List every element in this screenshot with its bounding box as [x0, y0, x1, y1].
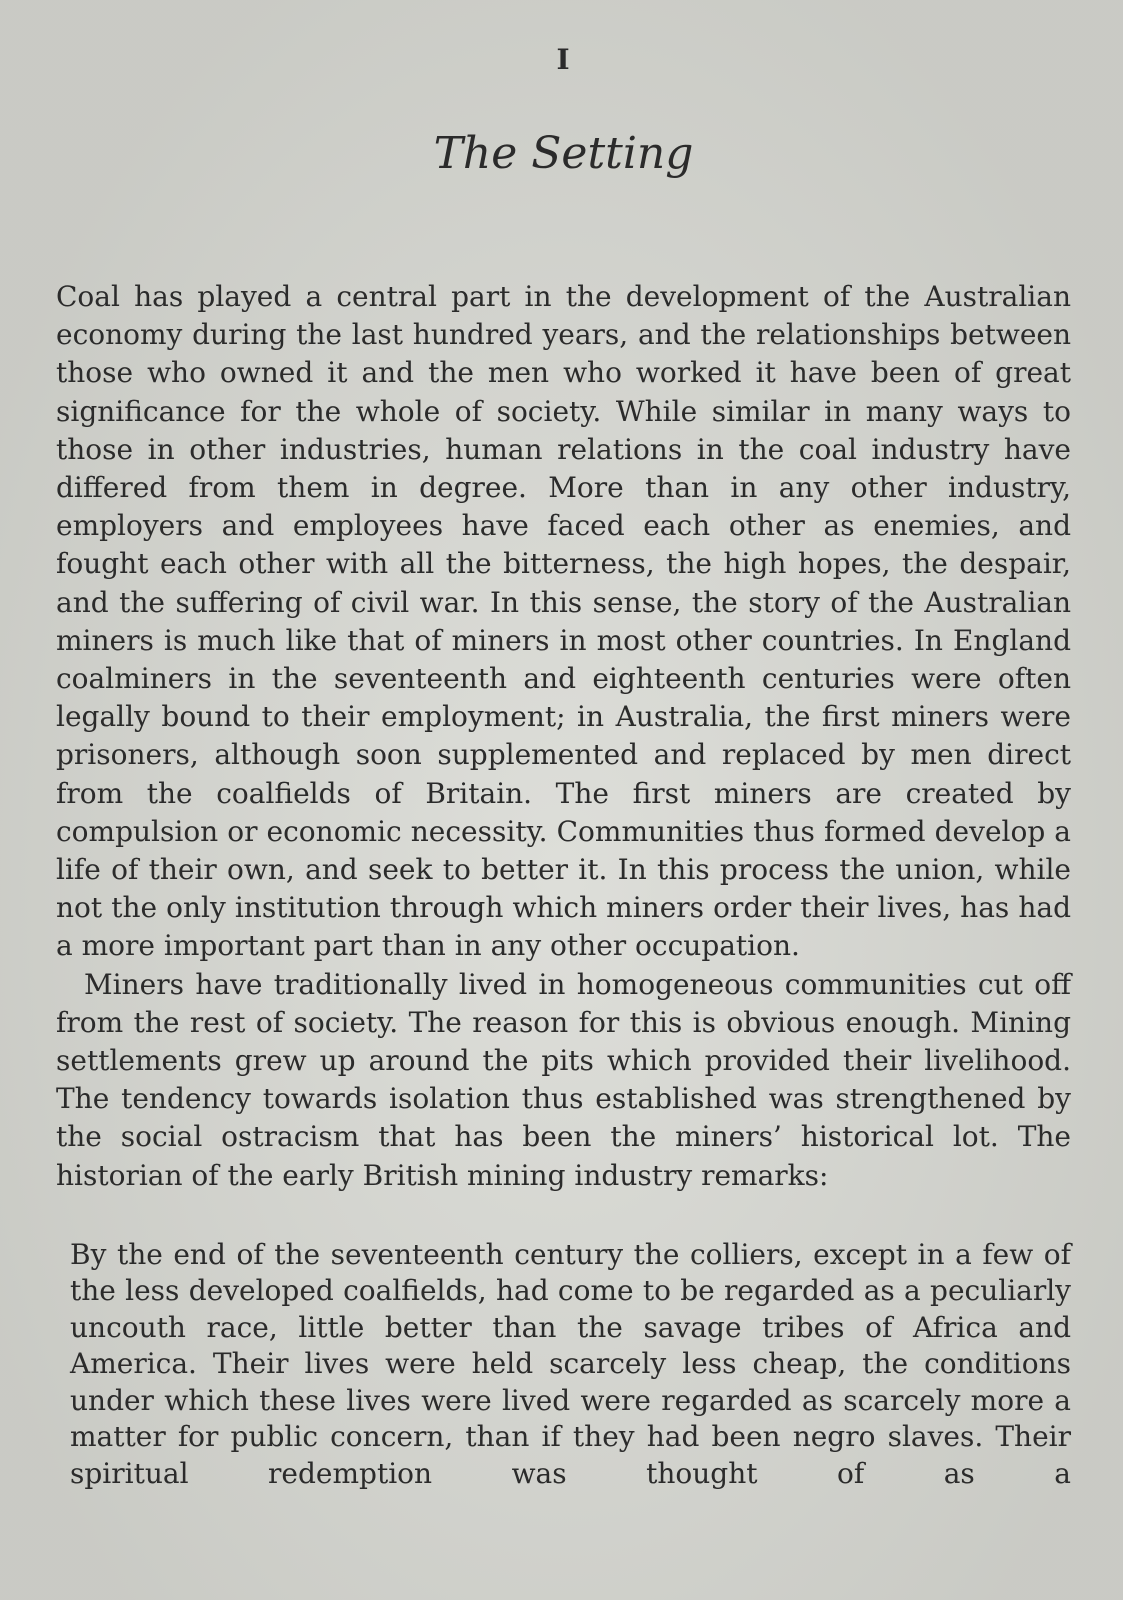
paragraph-1: Coal has played a central part in the development of the Australian economy during the last hundred years, and the relationships between those who owned it and the men who worked it have been of great significance for the whole of society. While similar in many ways to those in other industries, human relations in the coal industry have differed from them in degree. More than in any other industry, employers and employees have faced each other as enemies, and fought each other with all the bitterness, the high hopes, the despair, and the suffering of civil war. In this sense, the story of the Australian miners is much like that of miners in most other countries. In England coalminers in the seventeenth and eighteenth centuries were often legally bound to their employment; in Australia, the first miners were prisoners, although soon supplemented and replaced by men direct from the coalfields of Britain. The first miners are created by compulsion or economic necessity. Communities thus formed develop a life of their own, and seek to better it. In this process the union, while not the only institution through which miners order their lives, has had a more important part than in any other occupation. — [56, 280, 1071, 963]
chapter-number: I — [556, 43, 571, 76]
paragraph-2: Miners have traditionally lived in homogeneous communities cut off from the rest of society. The reason for this is obvious enough. Mining settlements grew up around the pits which provided their livelihood. The tendency towards isolation thus established was strengthened by the social ostracism that has been the miners’ historical lot. The historian of the early British mining industry remarks: — [56, 967, 1071, 1192]
chapter-body — [56, 278, 1071, 1492]
chapter-title: The Setting — [433, 128, 694, 179]
block-quote: By the end of the seventeenth century the colliers, except in a few of the less developed coalfields, had come to be regarded as a peculiarly uncouth race, little better than the savage tribes of Africa and America. Their lives were held scarcely less cheap, the conditions under which these lives were lived were regarded as scarcely more a matter for public concern, than if they had been negro slaves. Their spiritual redemption was thought of as a — [70, 1237, 1071, 1490]
